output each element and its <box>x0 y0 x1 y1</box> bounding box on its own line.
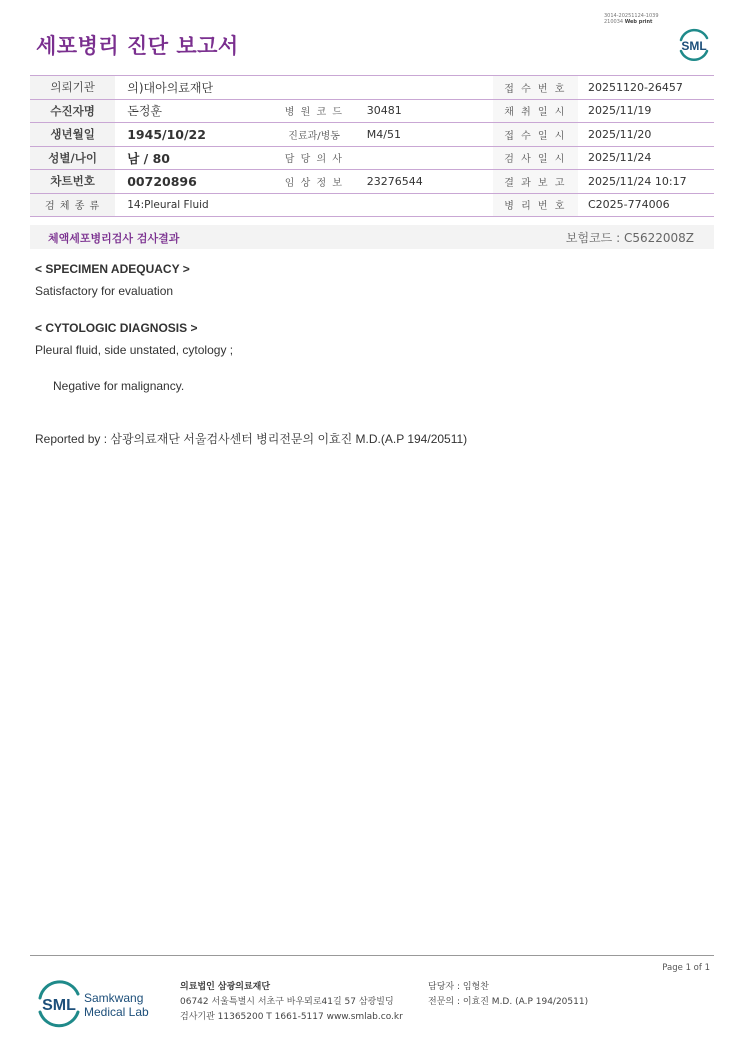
footer-staff-name: 임형찬 <box>462 982 489 992</box>
value-test-date: 2025/11/24 <box>578 146 714 170</box>
value-patient-name: 돈정훈 <box>115 99 271 123</box>
value-receipt-date: 2025/11/20 <box>578 123 714 147</box>
svg-text:SML: SML <box>681 39 707 53</box>
print-meta-line1: 3014-20251124-1039 <box>604 13 659 19</box>
label-patient-name: 수진자명 <box>30 99 115 123</box>
value-receipt-number: 20251120-26457 <box>578 76 714 100</box>
value-requesting-org: 의)대아의료재단 <box>115 76 493 100</box>
adequacy-heading: < SPECIMEN ADEQUACY > <box>35 262 190 276</box>
result-text: Negative for malignancy. <box>53 379 185 393</box>
label-department: 진료과/병동 <box>272 123 357 147</box>
label-result-report: 결 과 보 고 <box>493 170 578 194</box>
value-chart-number: 00720896 <box>115 170 271 194</box>
value-pathology-number: C2025-774006 <box>578 193 714 217</box>
result-section-bar <box>30 225 714 249</box>
label-collection-date: 채 취 일 시 <box>493 99 578 123</box>
label-hospital-code: 병 원 코 드 <box>272 99 357 123</box>
value-result-report: 2025/11/24 10:17 <box>578 170 714 194</box>
footer-contact: 검사기관 11365200 T 1661-5117 www.smlab.co.kr <box>180 1012 403 1022</box>
label-sex-age: 성별/나이 <box>30 146 115 170</box>
label-chart-number: 차트번호 <box>30 170 115 194</box>
footer-divider <box>30 955 714 956</box>
label-clinical-info: 임 상 정 보 <box>272 170 357 194</box>
footer-org-name: 의료법인 삼광의료재단 <box>180 982 271 992</box>
print-meta-line2b: Web print <box>624 19 653 25</box>
info-row <box>30 193 714 217</box>
adequacy-text: Satisfactory for evaluation <box>35 284 174 298</box>
info-row <box>30 123 714 147</box>
info-row <box>30 99 714 123</box>
report-title: 세포병리 진단 보고서 <box>36 34 239 58</box>
label-specimen-type: 검 체 종 류 <box>30 193 115 217</box>
value-department: M4/51 <box>357 123 493 147</box>
value-sex-age: 남 / 80 <box>115 146 271 170</box>
label-pathology-number: 병 리 번 호 <box>493 193 578 217</box>
value-hospital-code: 30481 <box>357 99 493 123</box>
diagnosis-text: Pleural fluid, side unstated, cytology ; <box>35 343 234 357</box>
footer-specialist-name: 이효진 M.D. (A.P 194/20511) <box>462 997 589 1007</box>
value-physician <box>357 146 493 170</box>
label-receipt-date: 접 수 일 시 <box>493 123 578 147</box>
value-collection-date: 2025/11/19 <box>578 99 714 123</box>
footer-staff-label: 담당자 : <box>428 982 460 992</box>
label-requesting-org: 의뢰기관 <box>30 76 115 100</box>
diagnosis-heading: < CYTOLOGIC DIAGNOSIS > <box>35 321 198 335</box>
print-meta-line2a: 210034 <box>604 19 624 25</box>
label-receipt-number: 접 수 번 호 <box>493 76 578 100</box>
page-number: Page 1 of 1 <box>662 963 710 973</box>
value-birth-date: 1945/10/22 <box>115 123 271 147</box>
footer-address: 06742 서울특별시 서초구 바우뫼로41길 57 삼광빌딩 <box>180 997 394 1007</box>
svg-text:Samkwang: Samkwang <box>84 991 144 1005</box>
patient-info-table <box>30 75 714 217</box>
svg-text:SML: SML <box>42 997 76 1014</box>
sml-logo-icon <box>676 26 712 62</box>
info-row <box>30 170 714 194</box>
insurance-code: 보험코드 : C5622008Z <box>565 231 694 245</box>
info-row <box>30 146 714 170</box>
section-title: 체액세포병리검사 검사결과 <box>48 232 180 245</box>
samkwang-logo-icon <box>36 978 156 1028</box>
label-physician: 담 당 의 사 <box>272 146 357 170</box>
footer-specialist-label: 전문의 : <box>428 997 460 1007</box>
value-clinical-info: 23276544 <box>357 170 493 194</box>
label-birth-date: 생년월일 <box>30 123 115 147</box>
print-meta <box>604 13 659 25</box>
info-row <box>30 76 714 100</box>
svg-text:Medical Lab: Medical Lab <box>84 1005 149 1019</box>
footer-org-info <box>180 980 403 1025</box>
value-specimen-type: 14:Pleural Fluid <box>115 193 493 217</box>
label-test-date: 검 사 일 시 <box>493 146 578 170</box>
footer-staff-info <box>428 980 588 1010</box>
reported-by: Reported by : 삼광의료재단 서울검사센터 병리전문의 이효진 M.D.(A.P 194/20511) <box>35 432 468 446</box>
